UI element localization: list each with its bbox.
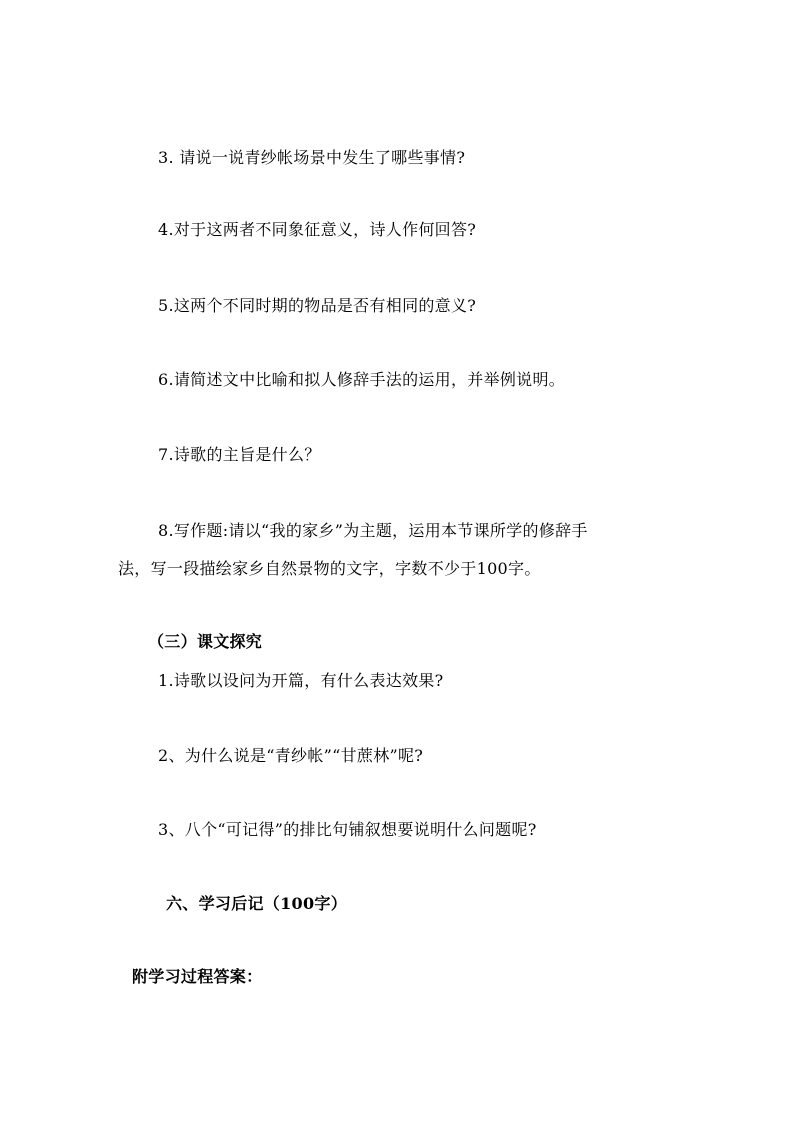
question-4: 4.对于这两者不同象征意义，诗人作何回答? xyxy=(158,220,477,239)
question-5: 5.这两个不同时期的物品是否有相同的意义? xyxy=(158,296,477,315)
section-3-heading: （三）课文探究 xyxy=(148,632,263,651)
section-3-question-2: 2、为什么说是“青纱帐”“甘蔗林”呢? xyxy=(158,746,424,765)
section-3-question-3: 3、八个“可记得”的排比句铺叙想要说明什么问题呢? xyxy=(158,820,537,839)
question-3: 3. 请说一说青纱帐场景中发生了哪些事情? xyxy=(158,148,466,167)
question-8-line-2: 法，写一段描绘家乡自然景物的文字，字数不少于100字。 xyxy=(118,559,541,578)
question-7: 7.诗歌的主旨是什么？ xyxy=(158,445,321,464)
section-6-heading: 六、学习后记（100字） xyxy=(166,894,347,913)
appendix-heading: 附学习过程答案： xyxy=(132,967,263,986)
section-3-question-1: 1.诗歌以设问为开篇，有什么表达效果? xyxy=(158,671,444,690)
question-6: 6.请简述文中比喻和拟人修辞手法的运用，并举例说明。 xyxy=(158,370,566,389)
question-8-line-1: 8.写作题:请以“我的家乡”为主题，运用本节课所学的修辞手 xyxy=(158,521,588,540)
